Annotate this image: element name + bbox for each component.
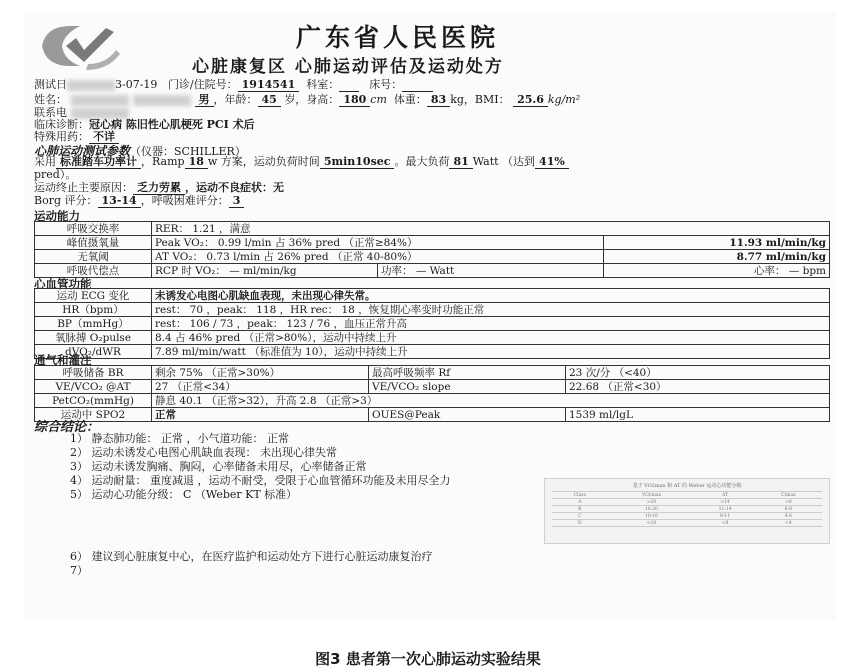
- table-row: 呼吸储备 BR 剩余 75% （正常>30%） 最高呼吸频率 Rf 23 次/分 （<40）: [35, 366, 830, 380]
- weber-class-inset: [544, 478, 830, 544]
- conclusion-item: 1） 静态肺功能： 正常 ，小气道功能： 正常: [70, 432, 289, 445]
- table-row: C 10-16 8-11 4-6: [552, 513, 822, 520]
- table-row: dVO₂/dWR 7.89 ml/min/watt （标准值为 10），运动中持续上升: [35, 345, 830, 359]
- conclusion-item: 7）: [70, 564, 88, 577]
- params-title: 心肺运动测试参数（仪器：SCHILLER）: [34, 144, 246, 158]
- conclusion-item: 4） 运动耐量： 重度减退 ，运动不耐受，受限于心血管循环功能及未用尽全力: [70, 474, 451, 487]
- cardio-title: 心血管功能: [34, 277, 92, 291]
- conclusion-item: 5） 运动心功能分级： C （Weber KT 标准）: [70, 488, 298, 501]
- hospital-name: 广东省人民医院: [296, 23, 500, 52]
- pred-line: pred）。: [34, 168, 77, 181]
- table-row: 氧脉搏 O₂pulse 8.4 占 46% pred （正常>80%），运动中持续上升: [35, 331, 830, 345]
- capacity-title: 运动能力: [34, 209, 80, 223]
- vent-title: 通气和灌注: [34, 353, 92, 367]
- inset-title: 基于 VO2max 和 AT 的 Weber 运动心功能分级: [632, 483, 742, 489]
- table-row: 峰值摄氧量 Peak VO₂： 0.99 l/min 占 36% pred （正常≥84%） 11.93 ml/min/kg: [35, 236, 830, 250]
- table-row: Class VO2max AT CImax: [552, 492, 822, 499]
- info-line-1: 测试日 3-07-19 门诊/住院号： 1914541 科室： 床号：: [34, 78, 433, 91]
- cardio-table: [34, 288, 830, 359]
- table-row: PetCO₂(mmHg) 静息 40.1 （正常>32），升高 2.8 （正常>3）: [35, 394, 830, 408]
- table-row: 无氧阈 AT VO₂： 0.73 l/min 占 26% pred （正常 40-80%） 8.77 ml/min/kg: [35, 250, 830, 264]
- conclusion-item: 3） 运动未诱发胸痛、胸闷，心率储备未用尽，心率储备正常: [70, 460, 367, 473]
- protocol-line: 采用 标准踏车功率计 ，Ramp 18 w 方案，运动负荷时间 5min10sec 。最大负荷 81 Watt （达到 41%: [34, 155, 569, 168]
- capacity-table: [34, 221, 830, 278]
- table-row: 运动 ECG 变化 未诱发心电图心肌缺血表现，未出现心律失常。: [35, 289, 830, 303]
- table-row: B 16-20 11-14 6-8: [552, 506, 822, 513]
- conclusion-item: 6） 建议到心脏康复中心，在医疗监护和运动处方下进行心脏运动康复治疗: [70, 550, 433, 563]
- table-row: BP（mmHg） rest： 106 / 73 ，peak： 123 / 76 ，血压正常升高: [35, 317, 830, 331]
- table-row: VE/VCO₂ @AT 27 （正常<34） VE/VCO₂ slope 22.68 （正常<30）: [35, 380, 830, 394]
- conclusion-item: 2） 运动未诱发心电图心肌缺血表现： 未出现心律失常: [70, 446, 337, 459]
- table-row: 运动中 SPO2 正常 OUES@Peak 1539 ml/lgL: [35, 408, 830, 422]
- hospital-logo-icon: [36, 20, 122, 72]
- info-line-4: 临床诊断：冠心病 陈旧性心肌梗死 PCI 术后: [34, 118, 255, 131]
- vent-table: [34, 365, 830, 422]
- info-line-5: 特殊用药： 不详: [34, 130, 119, 143]
- info-line-2: 姓名： 男 ，年龄： 45 岁，身高： 180 cm 体重： 83 kg，BMI： 25.6 kg/m²: [34, 93, 581, 106]
- stop-line: 运动终止主要原因： 乏力劳累 ，运动不良症状：无: [34, 181, 284, 194]
- table-row: D <10 <8 <4: [552, 520, 822, 527]
- borg-line: Borg 评分： 13-14 ，呼吸困难评分： 3: [34, 194, 244, 207]
- info-line-3: 联系电: [34, 106, 129, 119]
- report-subtitle: 心脏康复区 心肺运动评估及运动处方: [192, 57, 504, 77]
- inset-table: [552, 491, 822, 527]
- conclusion-title: 综合结论：: [34, 420, 100, 435]
- table-row: 呼吸交换率 RER： 1.21 ，满意: [35, 222, 830, 236]
- table-row: 呼吸代偿点 RCP 时 VO₂： — ml/min/kg 功率： — Watt 心率： — bpm: [35, 264, 830, 278]
- table-row: A >20 >14 >8: [552, 499, 822, 506]
- figure-caption: 图3 患者第一次心肺运动实验结果: [315, 650, 541, 668]
- table-row: HR（bpm） rest： 70 ，peak： 118 ，HR rec： 18 ，恢复期心率变时功能正常: [35, 303, 830, 317]
